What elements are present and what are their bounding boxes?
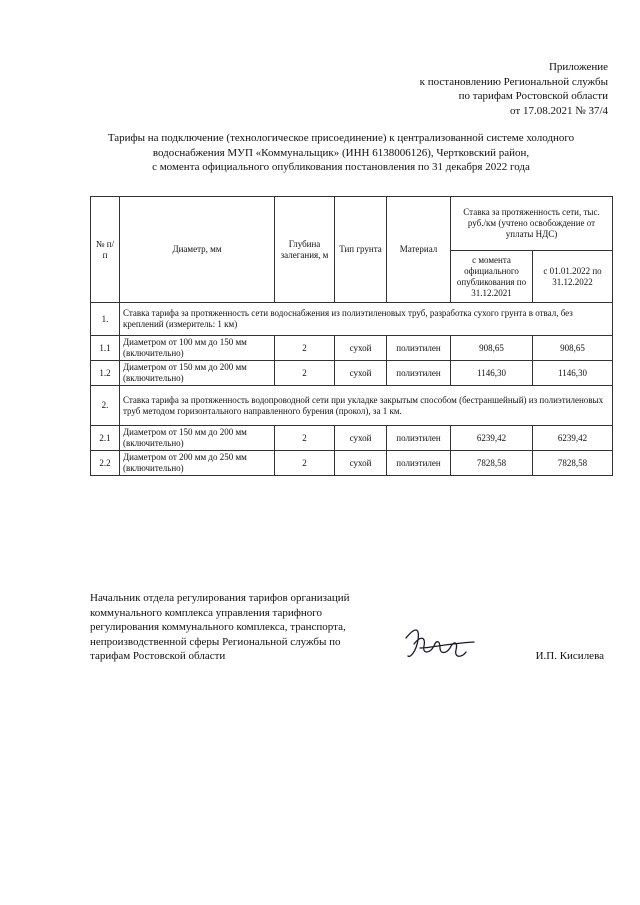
row-soil: сухой xyxy=(335,361,387,386)
row-depth: 2 xyxy=(275,361,335,386)
header-period1: с момента официального опубликования по 31.12.2021 xyxy=(451,251,533,303)
row-diameter: Диаметром от 150 мм до 200 мм (включительно) xyxy=(120,426,275,451)
signatory-name: И.П. Кисилева xyxy=(535,650,604,662)
row-value-period1: 6239,42 xyxy=(451,426,533,451)
row-value-period2: 7828,58 xyxy=(533,451,613,476)
row-diameter: Диаметром от 200 мм до 250 мм (включительно) xyxy=(120,451,275,476)
row-num: 1.2 xyxy=(91,361,120,386)
row-material: полиэтилен xyxy=(387,361,451,386)
row-depth: 2 xyxy=(275,336,335,361)
row-material: полиэтилен xyxy=(387,451,451,476)
appendix-line: Приложение xyxy=(548,61,608,73)
position-line: непроизводственной сферы Региональной службы по xyxy=(90,635,341,648)
row-value-period1: 7828,58 xyxy=(451,451,533,476)
table-row xyxy=(91,426,613,451)
appendix-block xyxy=(308,60,608,118)
table-row xyxy=(91,361,613,386)
row-num: 1.1 xyxy=(91,336,120,361)
appendix-line: к постановлению Региональной службы xyxy=(419,75,608,88)
signatory-position xyxy=(90,591,380,664)
header-soil: Тип грунта xyxy=(335,197,387,303)
position-line: Начальник отдела регулирования тарифов организаций xyxy=(90,592,350,604)
row-soil: сухой xyxy=(335,336,387,361)
group-row xyxy=(91,303,613,336)
document-title xyxy=(60,131,622,175)
row-diameter: Диаметром от 150 мм до 200 мм (включительно) xyxy=(120,361,275,386)
row-value-period2: 908,65 xyxy=(533,336,613,361)
group-description: Ставка тарифа за протяженность сети водоснабжения из полиэтиленовых труб, разработка сухого грунта в отвал, без креплений (измеритель: 1 км) xyxy=(120,303,613,336)
table-row xyxy=(91,451,613,476)
group-description: Ставка тарифа за протяженность водопроводной сети при укладке закрытым способом (бестраншейный) из полиэтиленовых труб методом горизонтального направленного бурения (прокол), за 1 км. xyxy=(120,386,613,426)
position-line: коммунального комплекса управления тарифного xyxy=(90,606,322,619)
row-value-period2: 6239,42 xyxy=(533,426,613,451)
row-num: 2.1 xyxy=(91,426,120,451)
table-row xyxy=(91,336,613,361)
appendix-line: от 17.08.2021 № 37/4 xyxy=(510,104,608,117)
row-material: полиэтилен xyxy=(387,426,451,451)
group-row xyxy=(91,386,613,426)
header-num: № п/п xyxy=(91,197,120,303)
header-row xyxy=(91,197,613,251)
header-rate: Ставка за протяженность сети, тыс. руб./км (учтено освобождение от уплаты НДС) xyxy=(451,197,613,251)
handwritten-signature xyxy=(400,618,480,666)
title-line: Тарифы на подключение (технологическое присоединение) к централизованной системе холодного xyxy=(107,132,575,144)
row-material: полиэтилен xyxy=(387,336,451,361)
header-depth: Глубина залегания, м xyxy=(275,197,335,303)
header-period2: с 01.01.2022 по 31.12.2022 xyxy=(533,251,613,303)
row-soil: сухой xyxy=(335,426,387,451)
position-line: тарифам Ростовской области xyxy=(90,650,226,662)
header-diameter: Диаметр, мм xyxy=(120,197,275,303)
row-value-period1: 908,65 xyxy=(451,336,533,361)
row-value-period1: 1146,30 xyxy=(451,361,533,386)
row-depth: 2 xyxy=(275,451,335,476)
title-line: с момента официального опубликования постановления по 31 декабря 2022 года xyxy=(152,161,530,173)
row-value-period2: 1146,30 xyxy=(533,361,613,386)
tariff-table xyxy=(90,196,613,476)
position-line: регулирования коммунального комплекса, транспорта, xyxy=(90,621,346,633)
row-diameter: Диаметром от 100 мм до 150 мм (включительно) xyxy=(120,336,275,361)
row-soil: сухой xyxy=(335,451,387,476)
header-material: Материал xyxy=(387,197,451,303)
group-num: 2. xyxy=(91,386,120,426)
row-depth: 2 xyxy=(275,426,335,451)
appendix-line: по тарифам Ростовской области xyxy=(458,90,608,102)
row-num: 2.2 xyxy=(91,451,120,476)
group-num: 1. xyxy=(91,303,120,336)
title-line: водоснабжения МУП «Коммунальщик» (ИНН 6138006126), Чертковский район, xyxy=(152,146,530,159)
